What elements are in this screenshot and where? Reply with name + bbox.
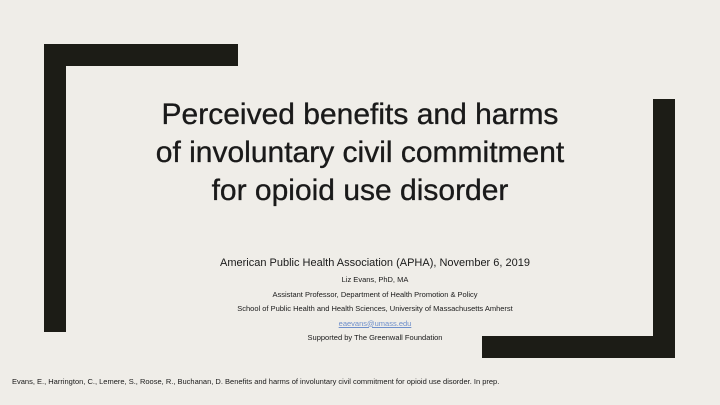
author-affiliation: School of Public Health and Health Sciences, University of Massachusetts Amherst [237, 304, 513, 313]
author-position: Assistant Professor, Department of Health Promotion & Policy [272, 289, 478, 299]
author-name: Liz Evans, PhD, MA [341, 275, 409, 284]
frame-top-left-horizontal-bar [44, 44, 238, 66]
slide-title [100, 96, 620, 210]
citation-footnote: Evans, E., Harrington, C., Lemere, S., Roose, R., Buchanan, D. Benefits and harms of involuntary civil commitment for opioid use disorder. In prep. [12, 377, 500, 386]
frame-top-left-vertical-bar [44, 44, 66, 332]
email-link[interactable]: eaevans@umass.edu [338, 318, 412, 328]
slide-title-line-2: of involuntary civil commitment [155, 136, 565, 169]
slide-title-line-1: Perceived benefits and harms [161, 98, 559, 131]
conference-line: American Public Health Association (APHA), November 6, 2019 [220, 257, 530, 269]
presenter-info [150, 256, 600, 346]
funding-note: Supported by The Greenwall Foundation [307, 333, 443, 342]
frame-bottom-right-vertical-bar [653, 99, 675, 358]
slide-title-line-3: for opioid use disorder [211, 174, 509, 207]
